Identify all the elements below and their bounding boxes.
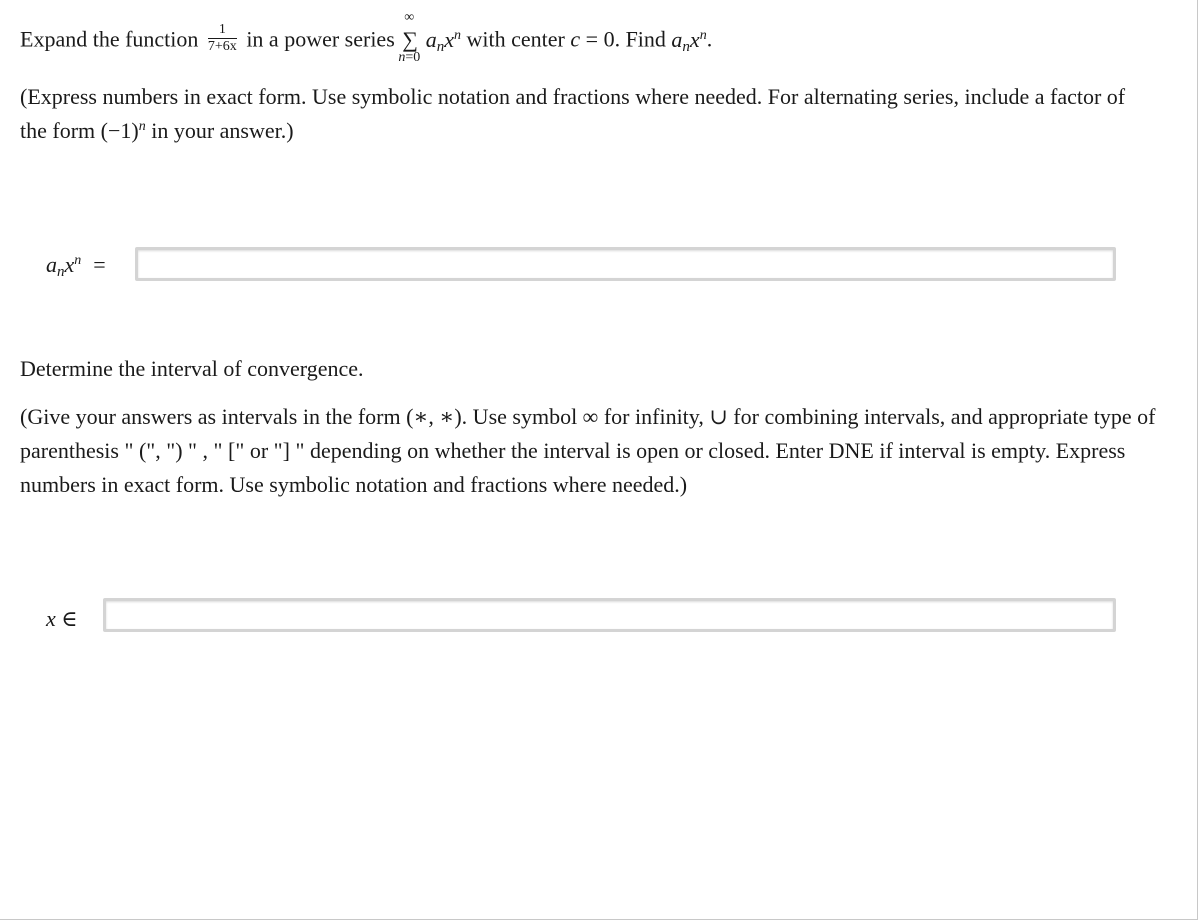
- answer-1-equals: =: [93, 252, 106, 277]
- find-term: [671, 26, 707, 55]
- center-var: c: [570, 26, 581, 52]
- instruction-2-line-1: (Give your answers as intervals in the form (∗, ∗). Use symbol ∞ for infinity, ∪ for combining intervals, and appropriate type of: [20, 404, 1156, 429]
- answer-1-input[interactable]: [135, 247, 1116, 281]
- instruction-1-form: the form (−1): [20, 118, 139, 143]
- find-sup: n: [699, 27, 707, 43]
- find-a: a: [671, 26, 683, 52]
- instruction-1-suffix: in your answer.): [145, 118, 294, 143]
- sum-lower-limit: [398, 51, 420, 65]
- answer-2-label: x ∈: [46, 606, 78, 631]
- summation: [398, 9, 421, 65]
- answer-1-sub: n: [57, 264, 65, 280]
- answer-1-x: x: [64, 252, 75, 277]
- fraction-denominator: 7+6x: [207, 39, 237, 54]
- answer-2-input[interactable]: [103, 598, 1116, 632]
- find-x: x: [689, 26, 700, 52]
- term-sup: n: [454, 27, 462, 43]
- instruction-1-line-1: (Express numbers in exact form. Use symbolic notation and fractions where needed. For alternating series, include a factor of: [20, 84, 1126, 109]
- question-middle: in a power series: [246, 26, 395, 52]
- instruction-2: [20, 400, 1155, 502]
- sum-symbol: ∑: [402, 26, 418, 52]
- function-fraction: [208, 23, 237, 54]
- answer-1-a: a: [46, 252, 57, 277]
- sum-upper-limit: ∞: [404, 9, 415, 25]
- center-text: with center: [466, 26, 565, 52]
- answer-1-label: [46, 252, 106, 278]
- instruction-1: [20, 80, 1125, 148]
- fraction-numerator: 1: [208, 23, 237, 39]
- find-sub: n: [682, 38, 690, 55]
- series-term: [425, 26, 462, 55]
- instruction-2-line-2: parenthesis " (", ") " , " [" or "] " depending on whether the interval is open or closed. Enter DNE if interval is empty. Express: [20, 438, 1126, 463]
- convergence-heading: Determine the interval of convergence.: [20, 356, 364, 381]
- sum-start: =0: [405, 49, 421, 65]
- question-line: [20, 9, 713, 65]
- instruction-1-line-2: [20, 114, 1125, 148]
- instruction-1-sup: n: [138, 119, 146, 134]
- instruction-2-line-3: numbers in exact form. Use symbolic notation and fractions where needed.): [20, 472, 688, 497]
- answer-1-sup: n: [74, 253, 82, 268]
- term-a: a: [425, 26, 437, 52]
- term-sub: n: [436, 38, 445, 55]
- center-eq: = 0. Find: [585, 26, 666, 52]
- sum-index: n: [398, 49, 406, 65]
- question-intro: Expand the function: [20, 26, 199, 52]
- term-x: x: [444, 26, 455, 52]
- find-period: .: [706, 26, 713, 52]
